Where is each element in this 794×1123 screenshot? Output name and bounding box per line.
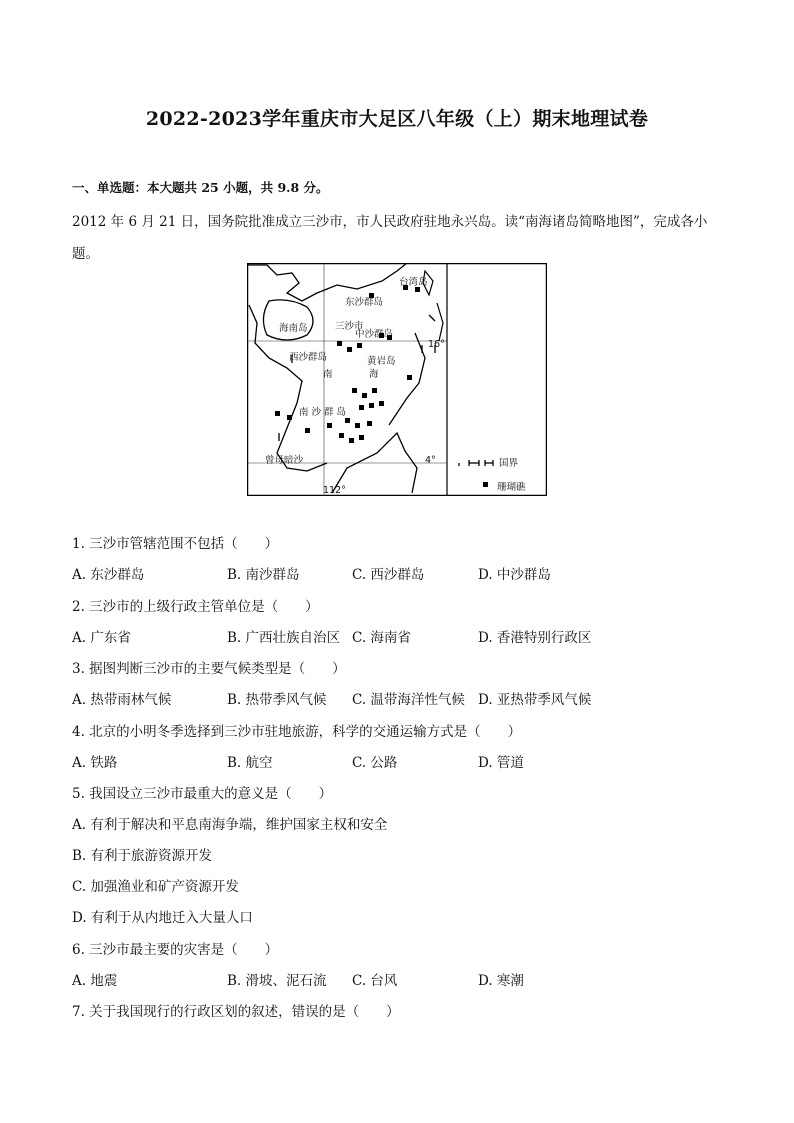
q3-option-a[interactable]: A. 热带雨林气候 — [72, 692, 172, 708]
q2-option-c[interactable]: C. 海南省 — [352, 630, 411, 646]
legend-border-label: 国界 — [499, 458, 519, 469]
question-6: 6. 三沙市最主要的灾害是（ ） — [72, 942, 279, 958]
q2-option-a[interactable]: A. 广东省 — [72, 630, 131, 646]
q6-option-a[interactable]: A. 地震 — [72, 973, 118, 989]
label-zhongsha: 中沙群岛 — [355, 329, 394, 340]
q2-option-b[interactable]: B. 广西壮族自治区 — [227, 630, 341, 646]
question-7: 7. 关于我国现行的行政区划的叙述，错误的是（ ） — [72, 1004, 400, 1020]
q5-option-b[interactable]: B. 有利于旅游资源开发 — [72, 848, 213, 864]
page-title: 2022-2023学年重庆市大足区八年级（上）期末地理试卷 — [145, 108, 649, 130]
question-1: 1. 三沙市管辖范围不包括（ ） — [72, 536, 279, 552]
label-xisha: 西沙群岛 — [289, 352, 328, 363]
q6-option-b[interactable]: B. 滑坡、泥石流 — [227, 973, 327, 989]
label-nan: 南 — [323, 369, 333, 380]
label-dongsha: 东沙群岛 — [345, 297, 384, 308]
label-sansha: 三沙市 — [335, 321, 364, 332]
q5-option-a[interactable]: A. 有利于解决和平息南海争端，维护国家主权和安全 — [72, 817, 388, 833]
q1-option-a[interactable]: A. 东沙群岛 — [72, 567, 145, 583]
label-lon-112: 112° — [323, 485, 346, 496]
label-nansha: 南 沙 群 岛 — [299, 407, 347, 418]
intro-paragraph: 2012 年 6 月 21 日，国务院批准成立三沙市，市人民政府驻地永兴岛。读“南海诸岛简略地图”，完成各小题。 — [72, 214, 708, 262]
question-4: 4. 北京的小明冬季选择到三沙市驻地旅游，科学的交通运输方式是（ ） — [72, 724, 522, 740]
q1-option-c[interactable]: C. 西沙群岛 — [352, 567, 425, 583]
q1-option-d[interactable]: D. 中沙群岛 — [478, 567, 551, 583]
label-huangyan: 黄岩岛 — [367, 356, 396, 367]
q3-option-c[interactable]: C. 温带海洋性气候 — [352, 692, 465, 708]
q5-option-c[interactable]: C. 加强渔业和矿产资源开发 — [72, 879, 239, 895]
question-5: 5. 我国设立三沙市最重大的意义是（ ） — [72, 786, 333, 802]
q5-option-d[interactable]: D. 有利于从内地迁入大量人口 — [72, 910, 253, 926]
q2-option-d[interactable]: D. 香港特别行政区 — [478, 630, 592, 646]
south-china-sea-map — [247, 263, 547, 496]
question-2: 2. 三沙市的上级行政主管单位是（ ） — [72, 599, 319, 615]
q3-option-d[interactable]: D. 亚热带季风气候 — [478, 692, 592, 708]
q1-option-b[interactable]: B. 南沙群岛 — [227, 567, 300, 583]
label-hainan: 海南岛 — [279, 323, 308, 334]
question-3: 3. 据图判断三沙市的主要气候类型是（ ） — [72, 661, 346, 677]
q6-option-c[interactable]: C. 台风 — [352, 973, 398, 989]
q4-option-b[interactable]: B. 航空 — [227, 755, 273, 771]
q4-option-c[interactable]: C. 公路 — [352, 755, 398, 771]
label-hai: 海 — [369, 369, 379, 380]
label-taiwan: 台湾岛 — [399, 277, 428, 288]
label-lat-4: 4° — [425, 455, 436, 466]
q4-option-a[interactable]: A. 铁路 — [72, 755, 118, 771]
q3-option-b[interactable]: B. 热带季风气候 — [227, 692, 327, 708]
label-zengmu: 曾母暗沙 — [265, 455, 304, 466]
legend-reef-label: 珊瑚礁 — [497, 482, 526, 493]
section-heading: 一、单选题：本大题共 25 小题，共 9.8 分。 — [72, 180, 329, 195]
q6-option-d[interactable]: D. 寒潮 — [478, 973, 524, 989]
q4-option-d[interactable]: D. 管道 — [478, 755, 524, 771]
label-lat-16: 16° — [428, 339, 445, 350]
